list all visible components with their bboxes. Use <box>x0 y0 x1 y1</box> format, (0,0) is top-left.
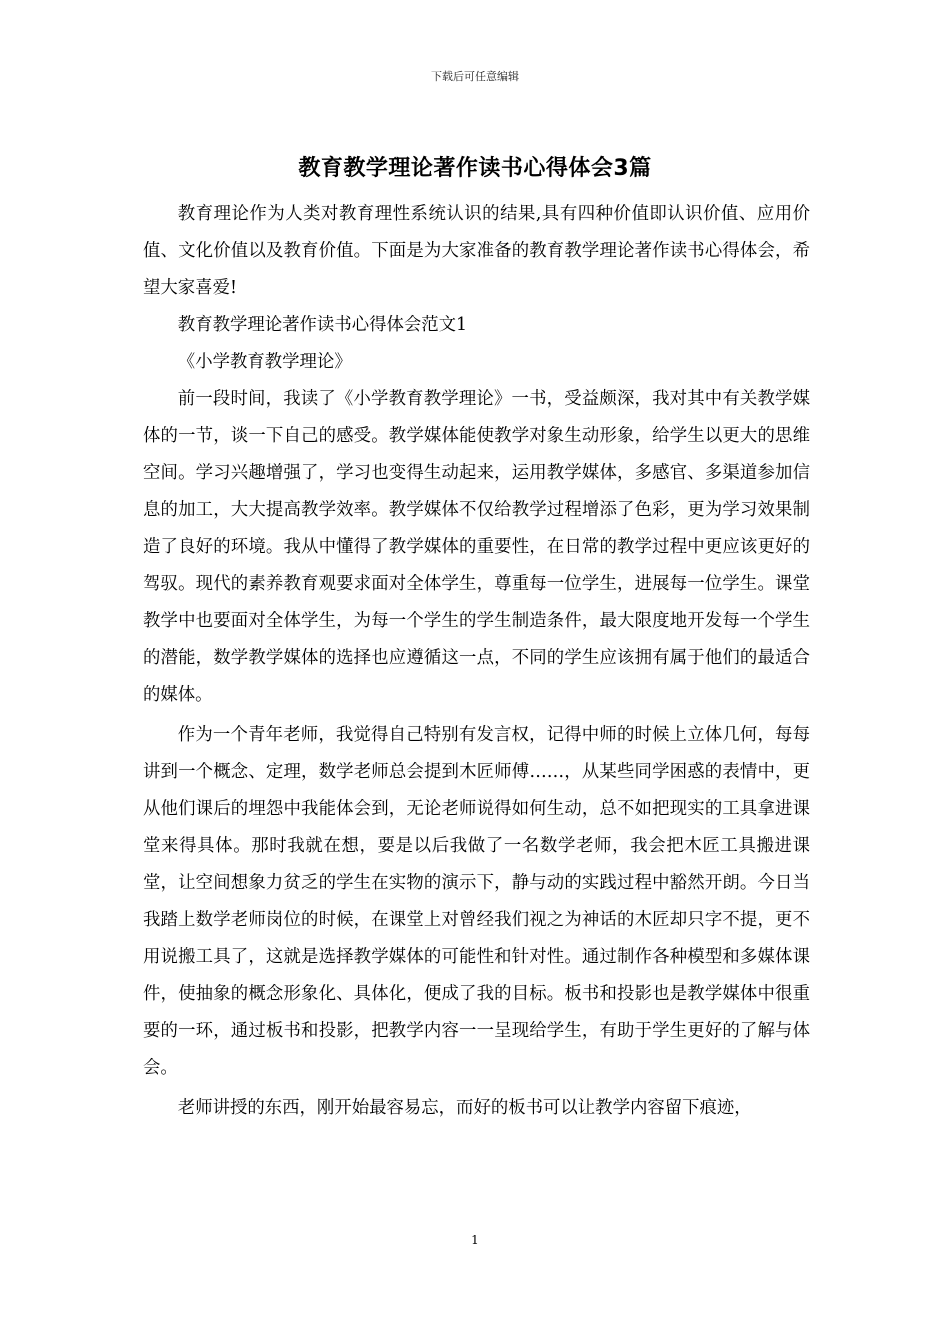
document-body <box>143 196 810 1127</box>
book-title: 《小学教育教学理论》 <box>177 352 352 372</box>
section-title: 教育教学理论著作读书心得体会范文1 <box>177 315 468 335</box>
intro-paragraph: 教育理论作为人类对教育理性系统认识的结果,具有四种价值即认识价值、应用价值、文化价值以及教育价值。下面是为大家准备的教育教学理论著作读书心得体会，希望大家喜爱! <box>143 204 810 298</box>
page-header: 下载后可任意编辑 <box>431 70 519 83</box>
body-paragraph: 作为一个青年老师，我觉得自己特别有发言权，记得中师的时候上立体几何，每每讲到一个概念、定理，数学老师总会提到木匠师傅……，从某些同学困惑的表情中，更从他们课后的埋怨中我能体会到，无论老师说得如何生动，总不如把现实的工具拿进课堂来得具体。那时我就在想，要是以后我做了一名数学老师，我会把木匠工具搬进课堂，让空间想象力贫乏的学生在实物的演示下，静与动的实践过程中豁然开朗。今日当我踏上数学老师岗位的时候，在课堂上对曾经我们视之为神话的木匠却只字不提，更不用说搬工具了，这就是选择教学媒体的可能性和针对性。通过制作各种模型和多媒体课件，使抽象的概念形象化、具体化，便成了我的目标。板书和投影也是教学媒体中很重要的一环，通过板书和投影，把教学内容一一呈现给学生，有助于学生更好的了解与体会。 <box>143 725 810 1078</box>
document-title: 教育教学理论著作读书心得体会3篇 <box>298 156 652 181</box>
page-number: 1 <box>471 1233 479 1247</box>
body-paragraph: 老师讲授的东西，刚开始最容易忘，而好的板书可以让教学内容留下痕迹， <box>177 1098 752 1118</box>
body-paragraph: 前一段时间，我读了《小学教育教学理论》一书，受益颇深，我对其中有关教学媒体的一节，谈一下自己的感受。教学媒体能使教学对象生动形象，给学生以更大的思维空间。学习兴趣增强了，学习也变得生动起来，运用教学媒体，多感官、多渠道参加信息的加工，大大提高教学效率。教学媒体不仅给教学过程增添了色彩，更为学习效果制造了良好的环境。我从中懂得了教学媒体的重要性，在日常的教学过程中更应该更好的驾驭。现代的素养教育观要求面对全体学生，尊重每一位学生，进展每一位学生。课堂教学中也要面对全体学生，为每一个学生的学生制造条件，最大限度地开发每一个学生的潜能，数学教学媒体的选择也应遵循这一点，不同的学生应该拥有属于他们的最适合的媒体。 <box>143 389 810 705</box>
